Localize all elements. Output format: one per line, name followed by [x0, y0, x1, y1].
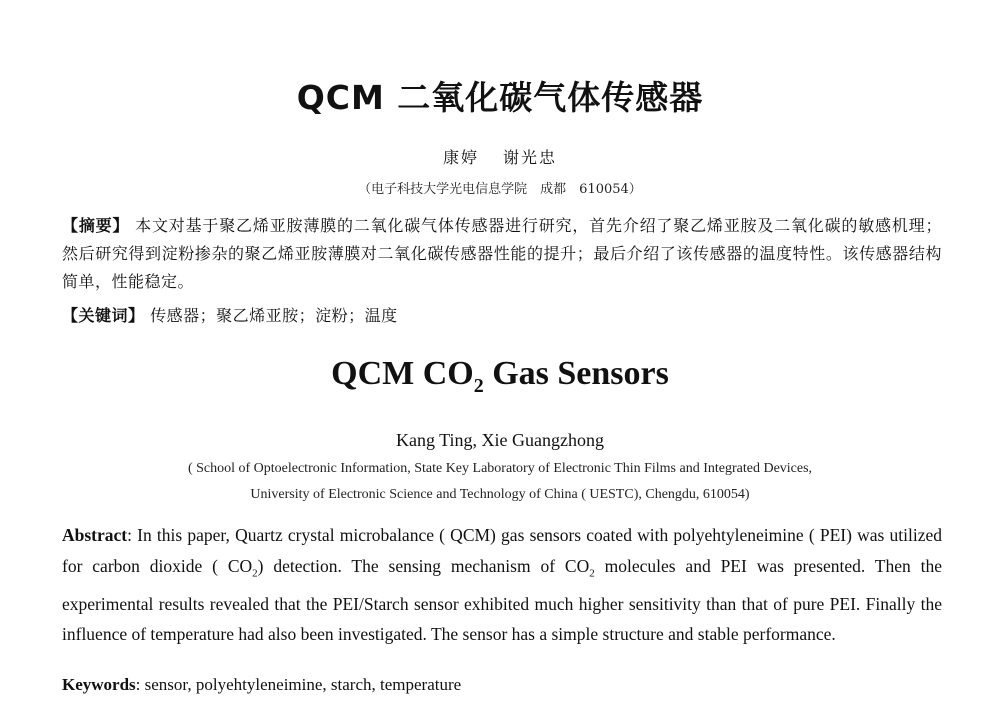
english-authors: Kang Ting, Xie Guangzhong	[396, 430, 604, 450]
english-abstract-part-2: ) detection. The sensing mechanism of CO	[257, 555, 590, 576]
english-title	[0, 355, 1000, 398]
english-title-sub: 2	[473, 375, 484, 397]
english-abstract-part-1: : In this paper, Quartz crystal microbalance ( QCM) gas sensors coated with polyehtyleneimine ( PEI) was utilized for carbon dioxide ( CO	[62, 525, 942, 576]
author-2: 谢光忠	[503, 148, 558, 167]
chinese-abstract-label: 【摘要】	[62, 216, 130, 235]
english-keywords	[62, 675, 942, 695]
english-title-pre: QCM CO	[331, 355, 474, 392]
co2-subscript-1: 2	[252, 567, 258, 579]
co2-subscript-2: 2	[589, 567, 595, 579]
chinese-authors	[0, 145, 1000, 168]
english-abstract	[62, 520, 942, 650]
chinese-title: QCM 二氧化碳气体传感器	[296, 78, 704, 117]
chinese-abstract	[62, 212, 942, 296]
chinese-keywords-label: 【关键词】	[62, 306, 145, 325]
english-abstract-part-3: molecules and PEI was presented. Then the experimental results revealed that the PEI/Starch sensor exhibited much higher sensitivity than that of pure PEI. Finally the influence of temperature had also been investigated. The sensor has a simple structure and stable performance.	[62, 555, 942, 644]
english-abstract-label: Abstract	[62, 525, 128, 545]
chinese-abstract-text: 本文对基于聚乙烯亚胺薄膜的二氧化碳气体传感器进行研究，首先介绍了聚乙烯亚胺及二氧化碳的敏感机理；然后研究得到淀粉掺杂的聚乙烯亚胺薄膜对二氧化碳传感器性能的提升；最后介绍了该传感器的温度特性。该传感器结构简单，性能稳定。	[62, 216, 942, 291]
english-keywords-text: : sensor, polyehtyleneimine, starch, temperature	[135, 675, 462, 694]
english-title-post: Gas Sensors	[483, 355, 669, 392]
author-1: 康婷	[442, 148, 479, 167]
chinese-keywords-text: 传感器；聚乙烯亚胺；淀粉；温度	[150, 306, 398, 325]
english-affiliation-line-1: ( School of Optoelectronic Information, State Key Laboratory of Electronic Thin Films and Integrated Devices,	[187, 461, 813, 476]
chinese-affiliation: （电子科技大学光电信息学院 成都 610054）	[358, 182, 642, 197]
chinese-keywords	[62, 303, 942, 326]
english-affiliation-line-2: University of Electronic Science and Technology of China ( UESTC), Chengdu, 610054)	[250, 487, 750, 502]
english-keywords-label: Keywords	[62, 675, 136, 694]
